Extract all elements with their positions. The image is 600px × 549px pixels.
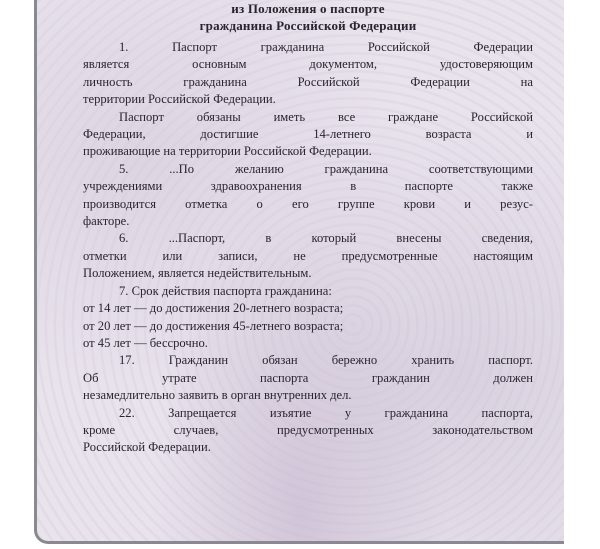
paragraph-article-1-obligation (83, 109, 533, 161)
validity-periods-list (83, 300, 533, 352)
document-text (83, 0, 533, 457)
heading-line-1: из Положения о паспорте (231, 1, 385, 16)
paragraph-article-22 (83, 405, 533, 457)
paragraph-line: территории Российской Федерации. (83, 92, 276, 107)
paragraph-line: кроме случаев, предусмотренных законодательством (83, 422, 533, 437)
list-item: от 14 лет — до достижения 20-летнего возраста; (83, 301, 344, 316)
paragraph-line: 5. ...По желанию гражданина соответствующими (119, 161, 533, 176)
paragraph-line: личность гражданина Российской Федерации на (83, 74, 533, 89)
paragraph-line: является основным документом, удостоверяющим (83, 57, 533, 72)
paragraph-line: Федерации, достигшие 14-летнего возраста и (83, 127, 533, 142)
paragraph-line: отметки или записи, не предусмотренные настоящим (83, 248, 533, 263)
paragraph-line: 22. Запрещается изъятие у гражданина паспорта, (119, 405, 533, 420)
paragraph-line: 1. Паспорт гражданина Российской Федерации (119, 40, 533, 54)
paragraph-article-6 (83, 230, 533, 282)
paragraph-line: незамедлительно заявить в орган внутренних дел. (83, 388, 352, 403)
paragraph-line: Российской Федерации. (83, 440, 211, 455)
paragraph-article-17 (83, 352, 533, 404)
paragraph-article-1 (83, 39, 533, 109)
paragraph-line: Паспорт обязаны иметь все граждане Российской (119, 109, 533, 124)
paragraph-line: 6. ...Паспорт, в который внесены сведения, (119, 231, 533, 246)
passport-page-background (34, 0, 564, 544)
paragraph-line: Положением, является недействительным. (83, 266, 312, 281)
paragraph-line: факторе. (83, 214, 130, 229)
list-item: от 45 лет — бессрочно. (83, 335, 208, 350)
paragraph-line: учреждениями здравоохранения в паспорте также (83, 179, 533, 194)
paragraph-line: производится отметка о его группе крови и резус- (83, 196, 533, 211)
paragraph-line: Об утрате паспорта гражданин должен (83, 370, 533, 385)
paragraph-line: проживающие на территории Российской Федерации. (83, 144, 372, 159)
paragraph-article-5 (83, 161, 533, 231)
paragraph-line: 7. Срок действия паспорта гражданина: (119, 283, 332, 298)
document-heading (83, 0, 533, 34)
paragraph-article-7 (83, 283, 533, 300)
paragraph-line: 17. Гражданин обязан бережно хранить паспорт. (119, 353, 533, 368)
list-item: от 20 лет — до достижения 45-летнего возраста; (83, 318, 344, 333)
heading-line-2: гражданина Российской Федерации (199, 18, 417, 33)
